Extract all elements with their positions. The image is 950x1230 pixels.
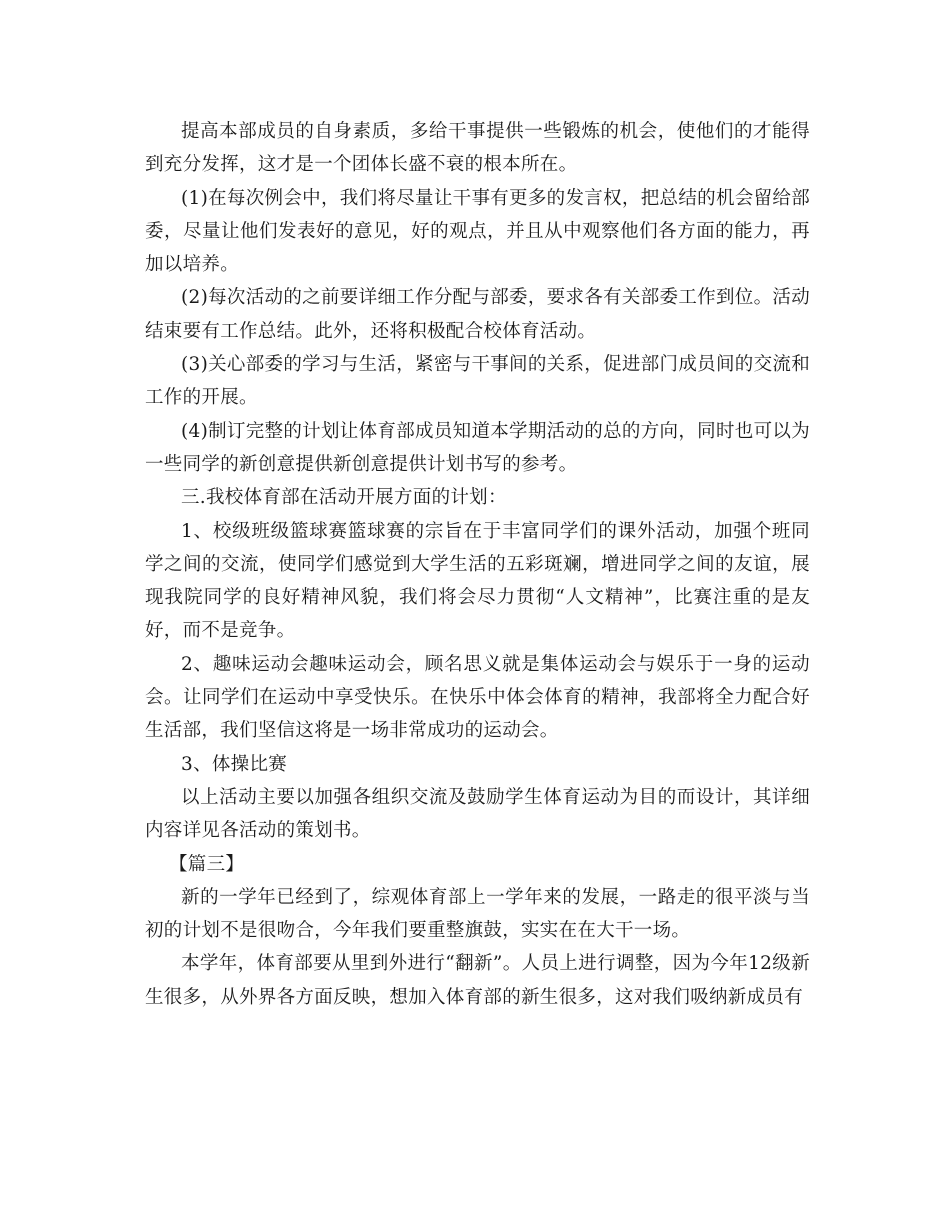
section-heading-3: 三.我校体育部在活动开展方面的计划： — [181, 487, 507, 509]
paragraph-fun-games: 2、趣味运动会趣味运动会，顾名思义就是集体运动会与娱乐于一身的运动会。让同学们在运动中享受快乐。在快乐中体会体育的精神，我部将全力配合好生活部，我们坚信这将是一场非常成功的运动会。 — [145, 653, 810, 742]
chapter-label: 【篇三】 — [169, 853, 245, 875]
paragraph-new-year: 新的一学年已经到了，综观体育部上一学年来的发展，一路走的很平淡与当初的计划不是很吻合，今年我们要重整旗鼓，实实在在大干一场。 — [145, 886, 810, 942]
paragraph-item-2: (2)每次活动的之前要详细工作分配与部委，要求各有关部委工作到位。活动结束要有工作总结。此外，还将积极配合校体育活动。 — [145, 287, 810, 342]
paragraph-renewal: 本学年，体育部要从里到外进行“翻新”。人员上进行调整，因为今年12级新生很多，从外界各方面反映，想加入体育部的新生很多，这对我们吸纳新成员有 — [145, 953, 810, 1008]
paragraph-gymnastics: 3、体操比赛 — [181, 753, 288, 775]
paragraph-item-4: (4)制订完整的计划让体育部成员知道本学期活动的总的方向，同时也可以为一些同学的新创意提供新创意提供计划书写的参考。 — [145, 420, 810, 475]
paragraph-item-1: (1)在每次例会中，我们将尽量让干事有更多的发言权，把总结的机会留给部委，尽量让他们发表好的意见，好的观点，并且从中观察他们各方面的能力，再加以培养。 — [145, 187, 810, 276]
document-body — [145, 115, 810, 1014]
paragraph-item-3: (3)关心部委的学习与生活，紧密与干事间的关系，促进部门成员间的交流和工作的开展。 — [145, 354, 810, 409]
paragraph-basketball: 1、校级班级篮球赛篮球赛的宗旨在于丰富同学们的课外活动，加强个班同学之间的交流，使同学们感觉到大学生活的五彩斑斓，增进同学之间的友谊，展现我院同学的良好精神风貌，我们将会尽力贯彻“人文精神”，比赛注重的是友好，而不是竞争。 — [145, 520, 810, 642]
paragraph-intro: 提高本部成员的自身素质，多给干事提供一些锻炼的机会，使他们的才能得到充分发挥，这才是一个团体长盛不衰的根本所在。 — [145, 121, 810, 176]
paragraph-summary: 以上活动主要以加强各组织交流及鼓励学生体育运动为目的而设计，其详细内容详见各活动的策划书。 — [145, 786, 810, 842]
